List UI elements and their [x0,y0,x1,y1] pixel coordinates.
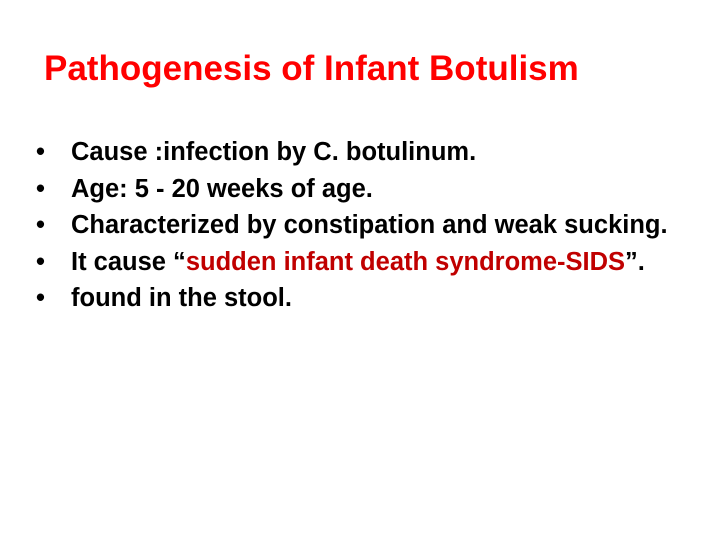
bullet-icon: • [36,211,45,239]
bullet-icon: • [36,284,45,312]
bullet-list [36,134,686,317]
bullet-icon: • [36,138,45,166]
bullet-icon: • [36,247,45,276]
list-item-cause [36,134,686,171]
bullet-text: Characterized by constipation and weak sucking. [71,211,668,239]
bullet-icon: • [36,174,45,203]
bullet-text: found in the stool. [71,284,292,312]
bullet-text-prefix: It cause “ [71,247,186,276]
list-item-characterized [36,207,686,244]
bullet-text: Cause :infection by C. botulinum. [71,138,477,166]
slide-title: Pathogenesis of Infant Botulism [44,49,579,88]
list-item-age [36,171,686,208]
bullet-text-suffix: ”. [625,247,645,276]
list-item-stool [36,280,686,317]
sids-highlight: sudden infant death syndrome-SIDS [185,247,626,276]
list-item-sids [36,244,686,281]
bullet-text: Age: 5 - 20 weeks of age. [71,174,373,203]
